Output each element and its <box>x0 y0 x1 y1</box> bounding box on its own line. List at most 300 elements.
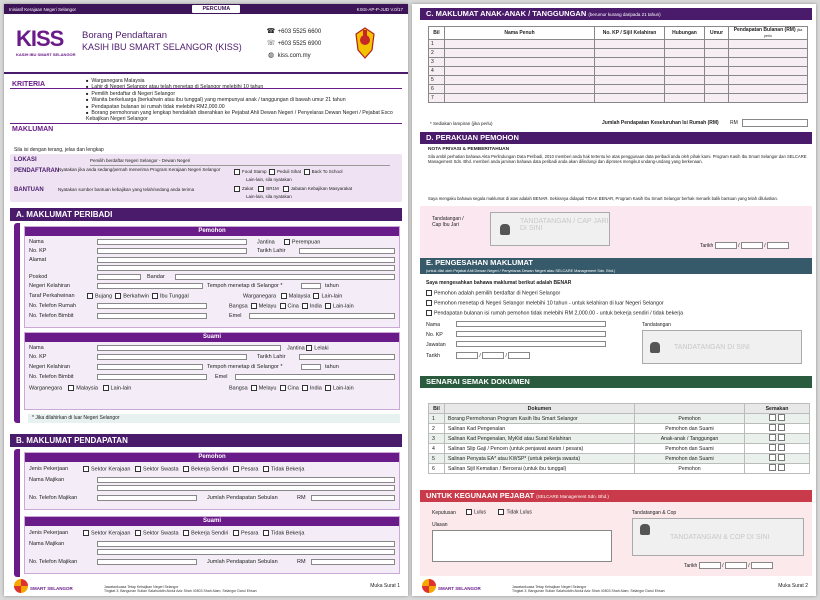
chinese-label: Cina <box>287 303 299 310</box>
row-number: 4 <box>429 67 445 76</box>
self-employed-label: Bekerja Sendiri <box>191 466 229 473</box>
check-box-2[interactable] <box>778 454 785 461</box>
office-use-block <box>420 502 812 576</box>
other-race-checkbox[interactable] <box>325 303 331 309</box>
top-bar <box>4 4 408 14</box>
criteria-item: ■ Wanita berkeluarga (berkahwin atau ibu tunggal) yang mempunyai anak / tanggungan di bawah umur 21 tahun <box>86 97 396 103</box>
checklist-who: Pemohon dan Suami <box>635 454 745 464</box>
section-b-edge <box>14 449 20 577</box>
husband-private-sector-label: Sektor Swasta <box>143 530 179 537</box>
husband-unemployed-label: Tidak Bekerja <box>271 530 305 537</box>
private-sector-checkbox[interactable] <box>135 466 141 472</box>
other-aid-label: Lain-lain, sila nyatakan <box>246 194 292 199</box>
husband-email-label: Emel <box>215 374 228 380</box>
officer-signature-label: Tandatangan <box>642 322 671 328</box>
employer-phone-label: No. Telefon Majikan <box>29 495 78 501</box>
postcode-label: Poskod <box>29 274 48 280</box>
male-label: Lelaki <box>314 345 329 352</box>
gov-sector-checkbox[interactable] <box>83 466 89 472</box>
office-use-header <box>420 490 812 502</box>
checklist-who: Pemohon dan Suami <box>635 444 745 454</box>
attachment-note: * Sediakan lampiran (jika perlu) <box>430 121 493 126</box>
section-d-header: D. PERAKUAN PEMOHON <box>420 132 812 144</box>
husband-email-field[interactable] <box>235 374 395 380</box>
unemployed-checkbox[interactable] <box>263 466 269 472</box>
husband-malaysia-checkbox[interactable] <box>68 385 74 391</box>
mobile-phone-field[interactable] <box>97 313 207 319</box>
smart-selangor-logo-icon <box>14 579 28 593</box>
footer-address-line-2: Tingkat 3, Bangunan Sultan Salahuddin Abdul Aziz Shah 40503 Shah Alam, Selangor Darul Ehsan <box>512 589 665 593</box>
husband-malaysia-label: Malaysia <box>76 385 98 392</box>
husband-self-employed-checkbox[interactable] <box>183 530 189 536</box>
checklist-header: SENARAI SEMAK DOKUMEN <box>420 376 812 388</box>
back-to-school-label: Back To School <box>311 169 343 175</box>
footer-address <box>104 585 257 593</box>
officer-signature-placeholder: TANDATANGAN DI SINI <box>674 344 750 351</box>
form-page-1 <box>4 4 408 596</box>
employer-name-label: Nama Majikan <box>29 477 65 483</box>
checklist-col-bil: Bil <box>429 404 445 414</box>
remarks-field[interactable] <box>432 530 612 562</box>
husband-box <box>24 332 400 410</box>
location-label: LOKASI <box>14 157 37 163</box>
husband-income-subheader: Suami <box>25 517 399 526</box>
officer-date-month[interactable] <box>482 352 504 359</box>
husband-employer-phone-field[interactable] <box>97 559 197 565</box>
date-day-field[interactable] <box>715 242 737 249</box>
husband-years-label: tahun <box>325 364 339 370</box>
checklist-doc: Salinan Sijil Kematian / Bercerai (untuk ibu tunggal) <box>445 464 635 474</box>
office-date-label: Tarikh <box>684 562 698 569</box>
retiree-label: Pesara <box>241 466 259 473</box>
page-1-footer <box>4 578 408 596</box>
chinese-checkbox[interactable] <box>280 303 286 309</box>
monthly-income-field[interactable] <box>311 495 395 501</box>
checklist-col-who <box>635 404 745 414</box>
table-row[interactable] <box>429 67 808 76</box>
form-title: Borang Pendaftaran <box>82 30 168 41</box>
office-date-row: Tarikh / / <box>684 562 773 569</box>
husband-ic-field[interactable] <box>97 354 247 360</box>
race-label: Bangsa <box>229 303 248 310</box>
employer-name-field[interactable] <box>97 477 395 483</box>
female-checkbox[interactable] <box>284 239 290 245</box>
check-box-2[interactable] <box>778 414 785 421</box>
officer-date-row: / / <box>456 352 530 359</box>
jkm-label: Jabatan Kebajikan Masyarakat <box>290 186 353 192</box>
fax-number: +603 5525 6900 <box>277 41 322 47</box>
instruction-text: Sila isi dengan terang, jelas dan lengkap <box>14 147 104 153</box>
page-number: Muka Surat 1 <box>370 583 400 589</box>
husband-other-race-checkbox[interactable] <box>325 385 331 391</box>
husband-residency-field[interactable] <box>301 364 321 370</box>
birth-note: * Jika dilahirkan di luar Negeri Selangor <box>28 414 400 423</box>
mobile-phone-label: No. Telefon Bimbit <box>29 313 74 319</box>
globe-icon: ◍ <box>267 52 275 59</box>
husband-retiree-label: Pesara <box>241 530 259 537</box>
table-row <box>429 464 810 474</box>
single-mother-checkbox[interactable] <box>152 293 158 299</box>
selangor-crest-icon <box>352 26 378 60</box>
row-number: 7 <box>429 94 445 103</box>
husband-mobile-field[interactable] <box>97 374 207 380</box>
criteria-item: ■ Pemilih berdaftar di Negeri Selangor <box>86 91 396 97</box>
col-relationship: Hubungan <box>665 27 705 40</box>
applicant-name-field[interactable] <box>97 239 247 245</box>
email-label: Emel <box>229 313 242 319</box>
section-a-edge <box>14 223 20 423</box>
checklist-who: Pemohon <box>635 414 745 424</box>
verify-residency-checkbox[interactable] <box>426 300 432 306</box>
row-number: 5 <box>429 76 445 85</box>
peduli-sihat-label: Peduli Sihat <box>277 169 302 175</box>
footer-address-line-1: Jawatankuasa Tetap Kebajikan Negeri Selangor <box>512 585 587 589</box>
checklist-doc: Salinan Kad Pengenalan, MyKid atau Surat Kelahiran <box>445 434 635 444</box>
check-box-2[interactable] <box>778 424 785 431</box>
checklist-bil: 4 <box>429 444 445 454</box>
food-stamp-checkbox[interactable] <box>234 169 240 175</box>
check-box-2[interactable] <box>778 464 785 471</box>
approved-checkbox[interactable] <box>466 509 472 515</box>
address-field-1[interactable] <box>97 257 395 263</box>
notice-label: MAKLUMAN <box>12 126 54 133</box>
office-signature-placeholder: TANDATANGAN & COP DI SINI <box>670 534 770 541</box>
husband-unemployed-checkbox[interactable] <box>263 530 269 536</box>
table-row[interactable] <box>429 49 808 58</box>
row-number: 2 <box>429 49 445 58</box>
address-label: Alamat <box>29 257 47 263</box>
signature-area <box>420 206 812 264</box>
remarks-label: Ulasan <box>432 522 448 528</box>
applicant-ic-field[interactable] <box>97 248 247 254</box>
footer-address-line-1: Jawatankuasa Tetap Kebajikan Negeri Selangor <box>104 585 179 589</box>
husband-subheader: Suami <box>25 333 399 342</box>
marital-label: Taraf Perkahwinan <box>29 293 75 299</box>
city-label: Bandar <box>147 274 165 280</box>
declaration-block <box>420 144 812 268</box>
checklist-doc: Salinan Kad Pengenalan <box>445 424 635 434</box>
husband-other-race-label: Lain-lain <box>332 385 354 392</box>
husband-private-sector-checkbox[interactable] <box>135 530 141 536</box>
husband-employer-field[interactable] <box>97 541 395 547</box>
initiative-text: Inisiatif Kerajaan Negeri Selangor <box>9 6 77 12</box>
employer-name-field-2[interactable] <box>97 485 395 491</box>
checklist-bil: 5 <box>429 454 445 464</box>
table-row <box>429 414 810 424</box>
checklist-bil: 1 <box>429 414 445 424</box>
officer-position-label: Jawatan <box>426 342 446 348</box>
officer-position-field[interactable] <box>456 341 606 347</box>
office-date-month[interactable] <box>725 562 747 569</box>
self-employed-checkbox[interactable] <box>183 466 189 472</box>
husband-chinese-label: Cina <box>287 385 299 392</box>
col-monthly-income <box>729 27 808 40</box>
verify-residency-label: Pemohon menetap di Negeri Selangor melebihi 10 tahun - untuk kelahiran di luar Negeri Selangor <box>434 300 664 307</box>
privacy-title: NOTA PRIVASI & PEMBERITAHUAN <box>428 147 510 152</box>
retiree-checkbox[interactable] <box>233 466 239 472</box>
col-monthly-income-note: jika perlu <box>764 28 803 38</box>
husband-gov-sector-checkbox[interactable] <box>83 530 89 536</box>
checklist-doc: Borang Permohonan Program Kasih Ibu Smart Selangor <box>445 414 635 424</box>
husband-name-label: Nama <box>29 345 44 351</box>
birth-state-label: Negeri Kelahiran <box>29 283 70 289</box>
peduli-sihat-checkbox[interactable] <box>269 169 275 175</box>
husband-ic-label: No. KP <box>29 354 47 360</box>
residency-label: Tempoh menetap di Selangor * <box>207 283 283 289</box>
total-income-label: Jumlah Pendapatan Keseluruhan Isi Rumah (RM) <box>602 120 719 126</box>
husband-income-label: Jumlah Pendapatan Sebulan <box>207 559 278 565</box>
husband-rm-label: RM <box>297 559 306 565</box>
husband-malay-checkbox[interactable] <box>251 385 257 391</box>
ic-label: No. KP <box>29 248 47 254</box>
checklist-bil: 6 <box>429 464 445 474</box>
office-date-day[interactable] <box>699 562 721 569</box>
check-box-1[interactable] <box>769 424 776 431</box>
date-year-field[interactable] <box>767 242 789 249</box>
criteria-block <box>10 78 402 138</box>
checklist-doc: Salinan Slip Gaji / Pencen (untuk penjawat awam / pesara) <box>445 444 635 454</box>
checklist-doc: Salinan Penyata EA* atau KWSP* (untuk pekerja swasta) <box>445 454 635 464</box>
single-label: Bujang <box>95 293 113 300</box>
section-c-subtitle: (berumur kurang daripada 21 tahun) <box>588 12 661 17</box>
checklist-who: Anak-anak / Tanggungan <box>635 434 745 444</box>
kiss-logo-subtitle: KASIH IBU SMART SELANGOR <box>16 52 76 57</box>
other-race-label: Lain-lain <box>332 303 354 310</box>
husband-income-box <box>24 516 400 574</box>
name-label: Nama <box>29 239 44 245</box>
check-box-1[interactable] <box>769 464 776 471</box>
single-checkbox[interactable] <box>87 293 93 299</box>
thumbprint-label: Tandatangan / Cap Ibu Jari <box>432 216 464 228</box>
husband-indian-checkbox[interactable] <box>302 385 308 391</box>
husband-retiree-checkbox[interactable] <box>233 530 239 536</box>
officer-name-field[interactable] <box>456 321 606 327</box>
page-number: Muka Surat 2 <box>778 583 808 589</box>
check-box-1[interactable] <box>769 414 776 421</box>
verify-voter-checkbox[interactable] <box>426 290 432 296</box>
footer-address <box>512 585 665 593</box>
other-citizen-label: Lain-lain <box>321 293 343 300</box>
husband-residency-label: Tempoh menetap di Selangor * <box>207 364 283 370</box>
divider <box>10 88 402 89</box>
husband-citizenship-label: Warganegara <box>29 385 63 392</box>
rejected-label: Tidak Lulus <box>506 509 532 516</box>
col-monthly-income-label: Pendapatan Bulanan (RM) <box>733 27 796 33</box>
decision-options <box>466 509 532 515</box>
form-code: KISS-AP-P-JUD V.0/17 <box>356 6 403 12</box>
section-e-header <box>420 258 812 274</box>
officer-date-day[interactable] <box>456 352 478 359</box>
malay-checkbox[interactable] <box>251 303 257 309</box>
checklist-table <box>428 403 810 474</box>
table-row[interactable] <box>429 58 808 67</box>
row-number: 6 <box>429 85 445 94</box>
section-a-header: A. MAKLUMAT PERIBADI <box>10 208 402 221</box>
phone-icon: ☎ <box>266 28 276 35</box>
office-date-year[interactable] <box>751 562 773 569</box>
location-line[interactable] <box>90 165 390 166</box>
date-month-field[interactable] <box>741 242 763 249</box>
table-row <box>429 444 810 454</box>
job-type-label: Jenis Pekerjaan <box>29 466 69 472</box>
table-row[interactable] <box>429 94 808 103</box>
form-page-2 <box>412 4 816 596</box>
employer-phone-field[interactable] <box>97 495 197 501</box>
birth-state-field[interactable] <box>97 283 203 289</box>
applicant-dob-field[interactable] <box>299 248 395 254</box>
registration-text: Nyatakan jika anda sedang/pernah menerima Program Kerajaan Negeri Selangor <box>58 167 221 172</box>
verify-income-checkbox[interactable] <box>426 310 432 316</box>
husband-income-field[interactable] <box>311 559 395 565</box>
checklist-bil: 3 <box>429 434 445 444</box>
divider <box>10 123 402 124</box>
husband-employer-label: Nama Majikan <box>29 541 65 547</box>
husband-other-citizen-label: Lain-lain <box>110 385 132 392</box>
section-c-title: C. MAKLUMAT ANAK-ANAK / TANGGUNGAN <box>426 9 587 18</box>
criteria-list <box>86 78 396 123</box>
other-citizen-checkbox[interactable] <box>313 293 319 299</box>
table-header-row <box>429 27 808 40</box>
stamp-icon <box>640 524 650 535</box>
applicant-box <box>24 226 400 328</box>
form-subtitle: KASIH IBU SMART SELANGOR (KISS) <box>82 42 242 52</box>
footer-logo-text: SMART SELANGOR <box>30 586 73 591</box>
years-label: tahun <box>325 283 339 289</box>
aid-text: Nyatakan sumber bantuan kebajikan yang telah/sedang anda terima <box>58 187 195 192</box>
table-row[interactable] <box>429 76 808 85</box>
checklist-col-doc: Dokumen <box>445 404 635 414</box>
email-field[interactable] <box>249 313 395 319</box>
signature-placeholder: TANDATANGAN / CAP JARI DI SINI <box>520 218 609 232</box>
col-ic: No. KP / Sijil Kelahiran <box>595 27 665 40</box>
fax-icon: ☏ <box>266 40 276 47</box>
husband-employer-phone-label: No. Telefon Majikan <box>29 559 78 565</box>
husband-name-field[interactable] <box>97 345 281 351</box>
husband-self-employed-label: Bekerja Sendiri <box>191 530 229 537</box>
section-e-subtitle: (untuk diisi oleh Pejabat Ahli Dewan Negeri / Penyelaras Dewan Negeri atau SELCARE Management Sdn. Bhd.) <box>426 269 616 273</box>
male-checkbox[interactable] <box>306 345 312 351</box>
check-box-2[interactable] <box>778 444 785 451</box>
aid-label: BANTUAN <box>14 187 44 193</box>
husband-gov-sector-label: Sektor Kerajaan <box>91 530 131 537</box>
declaration-text: Saya mengaku bahawa segala maklumat di atas adalah BENAR. Sekiranya didapati TIDAK BENAR, Program Kasih Ibu Smart Selangor berhak menarik balik bantuan yang telah diluluskan. <box>428 196 779 201</box>
section-c-header <box>420 8 812 20</box>
address-field-2[interactable] <box>97 265 395 271</box>
zakat-checkbox[interactable] <box>234 186 240 192</box>
table-row <box>429 454 810 464</box>
col-bil: Bil <box>429 27 445 40</box>
location-block <box>10 154 402 202</box>
postcode-field[interactable] <box>97 274 141 280</box>
checklist-who: Pemohon <box>635 464 745 474</box>
husband-birth-state-field[interactable] <box>97 364 203 370</box>
rm-label: RM <box>297 495 306 501</box>
officer-date-label: Tarikh <box>426 353 441 359</box>
check-box-1[interactable] <box>769 434 776 441</box>
phone-number: +603 5525 6600 <box>277 29 322 35</box>
city-field[interactable] <box>175 274 395 280</box>
indian-checkbox[interactable] <box>302 303 308 309</box>
officer-ic-field[interactable] <box>456 331 606 337</box>
checklist-header-row <box>429 404 810 414</box>
back-to-school-checkbox[interactable] <box>304 169 310 175</box>
rejected-checkbox[interactable] <box>498 509 504 515</box>
verification-intro: Saya mengesahkan bahawa maklumat berikut adalah BENAR <box>426 280 572 286</box>
husband-indian-label: India <box>309 385 322 392</box>
privacy-notice: Sila ambil perhatian bahawa Akta Perlindungan Data Peribadi, 2010 memberi anda hak tertentu ke atas penggunaan data peribadi anda oleh pihak kami. Program Kasih Ibu Smart Selangor dan SELCARE Management Sdn. Bhd. memberi anda jaminan bahawa data peribadi anda akan dilindungi dan diproses mengikut undang-undang yang berkenaan. <box>428 154 807 165</box>
malaysia-checkbox[interactable] <box>281 293 287 299</box>
gov-sector-label: Sektor Kerajaan <box>91 466 131 473</box>
section-e-title: E. PENGESAHAN MAKLUMAT <box>426 258 533 267</box>
office-signature-label: Tandatangan & Cop <box>632 510 677 516</box>
officer-ic-label: No. KP <box>426 332 443 338</box>
notice-text: ■ Borang permohonan yang lengkap hendaklah diserahkan ke Pejabat Ahli Dewan Negeri / Penyelaras Dewan Negeri / Pejabat Exco Kebajikan Negeri Selangor <box>86 110 396 123</box>
verify-voter-label: Pemohon adalah pemilih berdaftar di Negeri Selangor <box>434 290 561 297</box>
website: kiss.com.my <box>277 53 311 59</box>
check-box-1[interactable] <box>769 444 776 451</box>
check-box-2[interactable] <box>778 434 785 441</box>
footer-logo-text: SMART SELANGOR <box>438 586 481 591</box>
thumbprint-icon <box>500 224 510 235</box>
office-use-title: UNTUK KEGUNAAN PEJABAT <box>426 491 535 500</box>
husband-employer-field-2[interactable] <box>97 549 395 555</box>
check-box-1[interactable] <box>769 454 776 461</box>
table-row[interactable] <box>429 85 808 94</box>
smart-selangor-logo-icon <box>422 579 436 593</box>
officer-date-year[interactable] <box>508 352 530 359</box>
home-phone-field[interactable] <box>97 303 207 309</box>
gender-label: Jantina <box>257 239 275 246</box>
citizenship-label: Warganegara <box>243 293 277 300</box>
table-row <box>429 434 810 444</box>
contact-block <box>266 26 321 62</box>
husband-chinese-checkbox[interactable] <box>280 385 286 391</box>
residency-years-field[interactable] <box>301 283 321 289</box>
br1m-label: BR1M <box>266 186 279 192</box>
food-stamp-label: Food Stamp <box>242 169 267 175</box>
zakat-label: Zakat <box>242 186 254 192</box>
declaration-date-row: Tarikh / / <box>700 242 789 249</box>
registration-label: PENDAFTARAN <box>14 168 60 174</box>
applicant-subheader: Pemohon <box>25 227 399 236</box>
malay-label: Melayu <box>258 303 277 310</box>
husband-other-citizen-checkbox[interactable] <box>103 385 109 391</box>
monthly-income-label: Jumlah Pendapatan Sebulan <box>207 495 278 501</box>
female-label: Perempuan <box>291 239 321 246</box>
other-program-label: Lain-lain, sila nyatakan <box>246 177 292 182</box>
total-rm-label: RM <box>730 120 738 126</box>
husband-race-label: Bangsa <box>229 385 248 392</box>
applicant-income-subheader: Pemohon <box>25 453 399 462</box>
criteria-label: KRITERIA <box>12 81 46 88</box>
declaration-date-label: Tarikh <box>700 242 714 249</box>
kiss-logo: KISS <box>16 26 64 51</box>
col-full-name: Nama Penuh <box>445 27 595 40</box>
total-income-field[interactable] <box>742 119 808 127</box>
table-row <box>429 424 810 434</box>
husband-dob-field[interactable] <box>299 354 395 360</box>
married-checkbox[interactable] <box>115 293 121 299</box>
malaysia-label: Malaysia <box>288 293 311 300</box>
jkm-checkbox[interactable] <box>283 186 289 192</box>
dependents-table <box>428 26 808 103</box>
table-row[interactable] <box>429 40 808 49</box>
br1m-checkbox[interactable] <box>258 186 264 192</box>
row-number: 1 <box>429 40 445 49</box>
criteria-item: ■ Pendapatan bulanan isi rumah tidak melebihi RM2,000.00 <box>86 104 396 110</box>
checklist-col-check: Semakan <box>745 404 810 414</box>
page-2-footer <box>412 578 816 596</box>
